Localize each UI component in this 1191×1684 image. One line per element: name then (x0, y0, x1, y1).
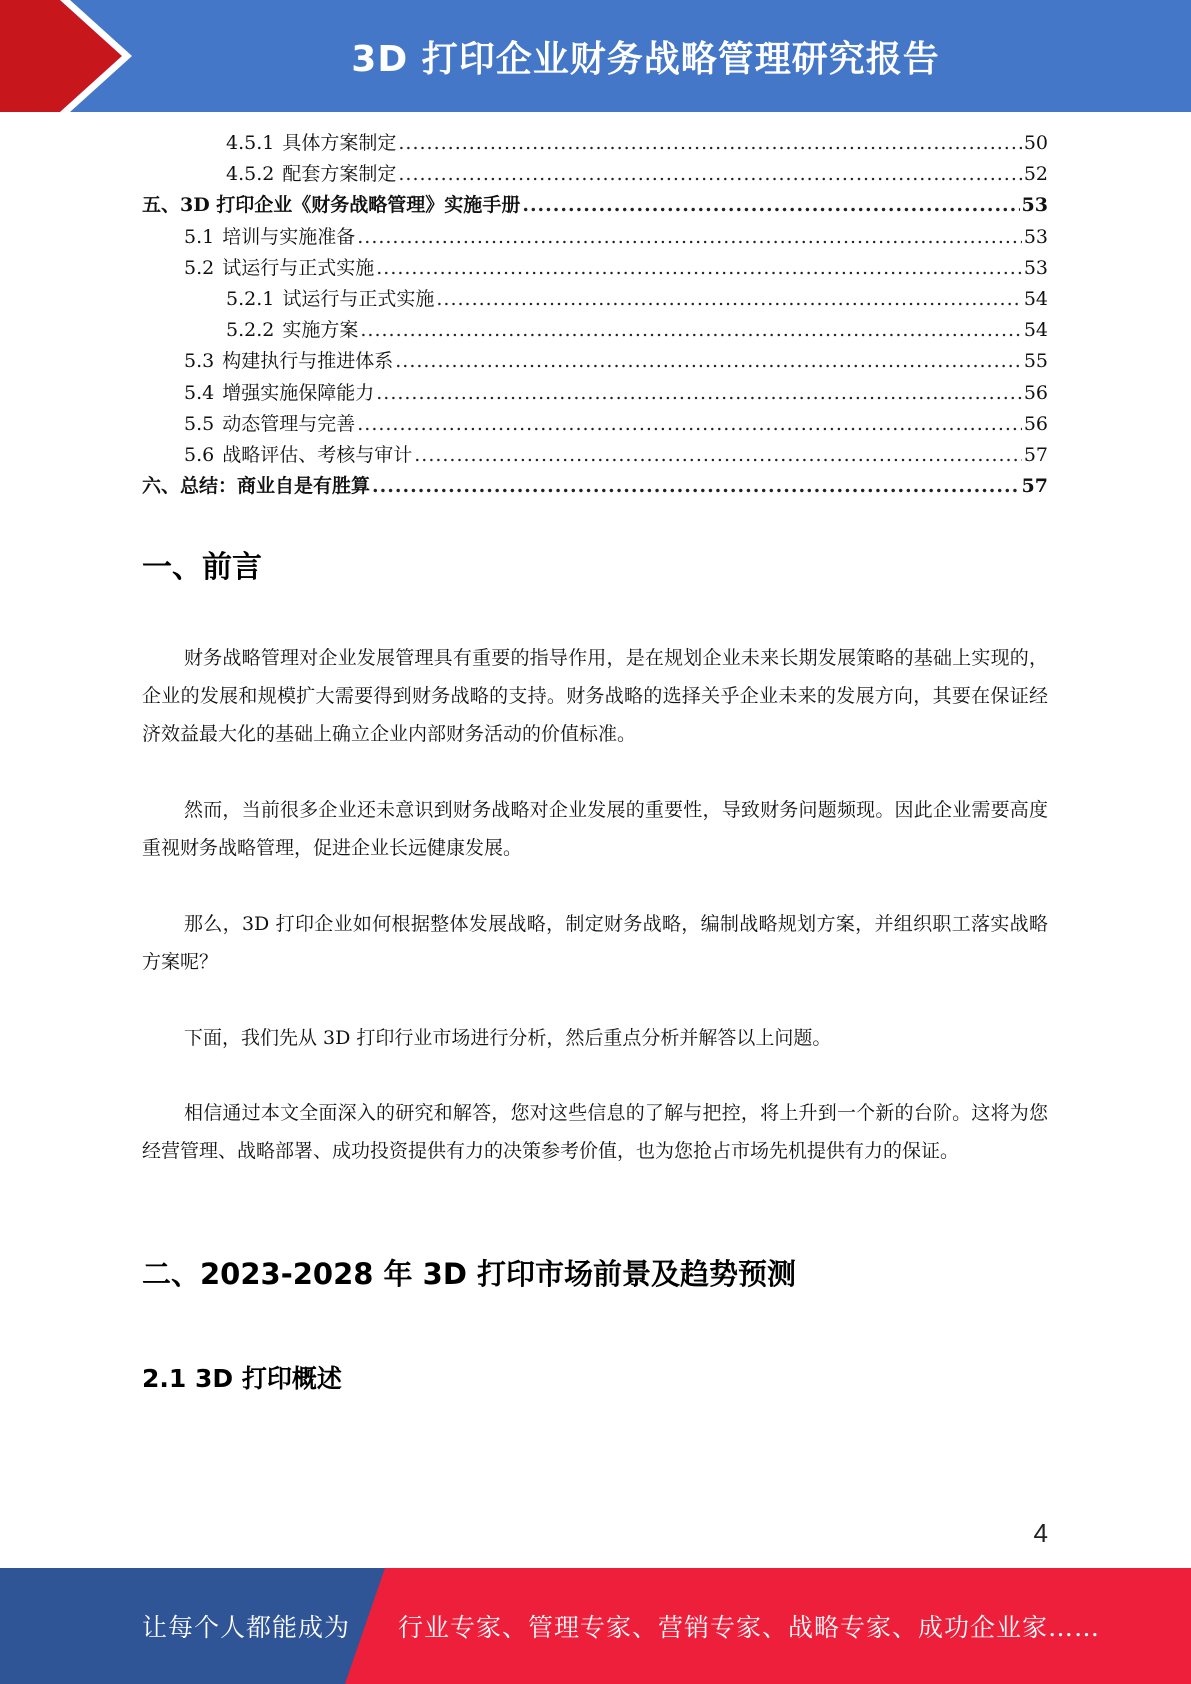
toc-entry[interactable] (142, 284, 1048, 315)
toc-entry-number: 5.1 (184, 225, 215, 248)
toc-entry-number: 5.3 (184, 350, 215, 373)
section-heading-preface: 一、前言 (142, 550, 262, 585)
sub-heading-overview: 2.1 3D 打印概述 (142, 1364, 342, 1393)
toc-entry-title: 六、总结：商业自是有胜算 (142, 475, 371, 498)
toc-dot-leader (414, 440, 1022, 471)
toc-dot-leader (360, 315, 1021, 346)
toc-dot-leader (357, 222, 1022, 253)
toc-entry-page: 56 (1023, 381, 1048, 404)
toc-entry-page: 57 (1023, 443, 1048, 466)
toc-entry[interactable] (142, 346, 1048, 377)
toc-dot-leader (522, 190, 1019, 221)
toc-dot-leader (436, 284, 1021, 315)
paragraph: 相信通过本文全面深入的研究和解答，您对这些信息的了解与把控，将上升到一个新的台阶。这将为您经营管理、战略部署、成功投资提供有力的决策参考价值，也为您抢占市场先机提供有力的保证。 (142, 1102, 1048, 1162)
page-number: 4 (1033, 1518, 1048, 1548)
toc-entry-page: 57 (1021, 475, 1048, 498)
toc-entry-page: 54 (1023, 319, 1048, 342)
paragraph: 然而，当前很多企业还未意识到财务战略对企业发展的重要性，导致财务问题频现。因此企业需要高度重视财务战略管理，促进企业长远健康发展。 (142, 799, 1048, 859)
page-header (0, 0, 1191, 112)
toc-entry-number: 5.5 (184, 412, 215, 435)
toc-entry[interactable] (142, 253, 1048, 284)
toc-entry[interactable] (142, 471, 1048, 502)
table-of-contents (142, 128, 1048, 502)
toc-dot-leader (398, 128, 1021, 159)
toc-entry-number: 5.2 (184, 256, 215, 279)
toc-entry-page: 53 (1023, 225, 1048, 248)
toc-entry-page: 50 (1023, 132, 1048, 154)
toc-entry-title: 配套方案制定 (282, 163, 397, 186)
header-red-chevron-icon (0, 0, 150, 112)
toc-entry-title: 增强实施保障能力 (222, 381, 375, 404)
toc-dot-leader (395, 346, 1022, 377)
toc-entry-title: 战略评估、考核与审计 (222, 443, 413, 466)
toc-dot-leader (376, 378, 1022, 409)
toc-entry-number: 5.6 (184, 443, 215, 466)
page-footer (0, 1568, 1191, 1684)
toc-entry-title: 实施方案 (282, 319, 359, 342)
toc-entry-title: 构建执行与推进体系 (222, 350, 394, 373)
toc-entry-page: 55 (1023, 350, 1048, 373)
paragraph: 那么，3D 打印企业如何根据整体发展战略，制定财务战略，编制战略规划方案，并组织职工落实战略方案呢？ (142, 913, 1048, 973)
toc-entry-number: 5.2.1 (226, 287, 275, 310)
toc-entry[interactable] (142, 190, 1048, 221)
toc-entry-page: 56 (1023, 412, 1048, 435)
toc-entry-title: 具体方案制定 (282, 132, 397, 154)
toc-entry-title: 五、3D 打印企业《财务战略管理》实施手册 (142, 194, 521, 217)
paragraph: 财务战略管理对企业发展管理具有重要的指导作用，是在规划企业未来长期发展策略的基础上实现的，企业的发展和规模扩大需要得到财务战略的支持。财务战略的选择关乎企业未来的发展方向，其要在保证经济效益最大化的基础上确立企业内部财务活动的价值标准。 (142, 647, 1048, 745)
toc-entry-page: 52 (1023, 163, 1048, 186)
footer-slogan-left: 让每个人都能成为 (142, 1613, 351, 1642)
section-heading-market-forecast: 二、2023-2028 年 3D 打印市场前景及趋势预测 (142, 1257, 797, 1291)
toc-entry-title: 动态管理与完善 (222, 412, 356, 435)
toc-entry[interactable] (142, 378, 1048, 409)
toc-entry-number: 4.5.2 (226, 163, 275, 186)
toc-entry-number: 5.2.2 (226, 319, 275, 342)
toc-entry[interactable] (142, 440, 1048, 471)
toc-entry-title: 培训与实施准备 (222, 225, 356, 248)
toc-entry-page: 54 (1023, 287, 1048, 310)
toc-dot-leader (376, 253, 1022, 284)
toc-entry-number: 5.4 (184, 381, 215, 404)
header-title: 3D 打印企业财务战略管理研究报告 (351, 38, 940, 80)
toc-dot-leader (372, 471, 1020, 502)
toc-dot-leader (398, 159, 1021, 190)
toc-entry-page: 53 (1023, 256, 1048, 279)
paragraph: 下面，我们先从 3D 打印行业市场进行分析，然后重点分析并解答以上问题。 (184, 1027, 832, 1049)
toc-entry-page: 53 (1021, 194, 1048, 217)
toc-entry-number: 4.5.1 (226, 132, 275, 154)
toc-entry-title: 试运行与正式实施 (282, 287, 435, 310)
toc-entry-title: 试运行与正式实施 (222, 256, 375, 279)
toc-entry[interactable] (142, 222, 1048, 253)
toc-entry[interactable] (142, 409, 1048, 440)
footer-slogan-right: 行业专家、管理专家、营销专家、战略专家、成功企业家…… (398, 1613, 1101, 1642)
toc-entry[interactable] (142, 315, 1048, 346)
toc-entry[interactable] (142, 128, 1048, 159)
toc-entry[interactable] (142, 159, 1048, 190)
toc-dot-leader (357, 409, 1022, 440)
